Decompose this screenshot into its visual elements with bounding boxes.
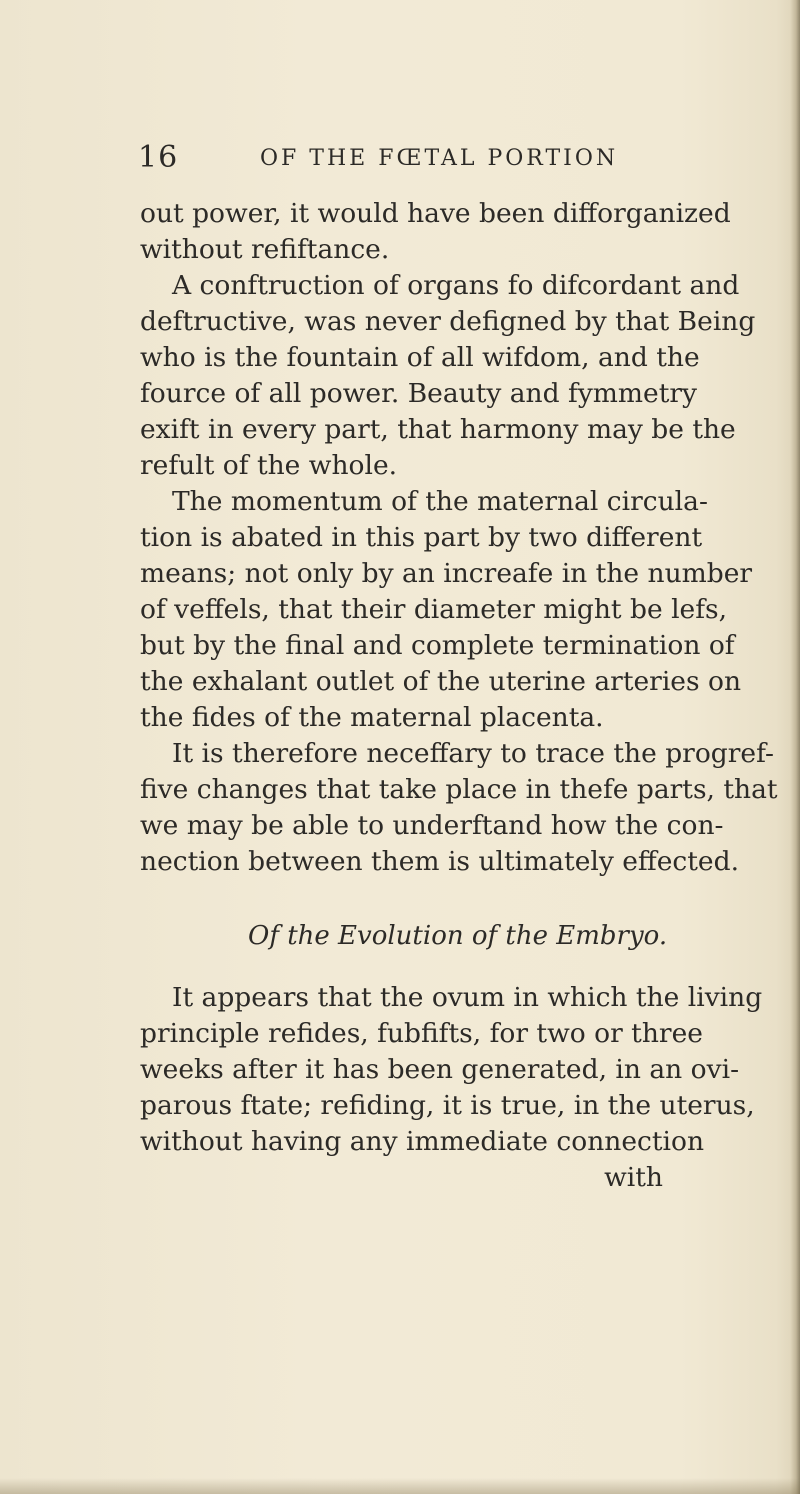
text-line: weeks after it has been generated, in an ovi- <box>140 1054 740 1085</box>
text-line: out power, it would have been difforganized <box>140 198 731 229</box>
text-line: The momentum of the maternal circula- <box>172 486 708 517</box>
text-line: fource of all power. Beauty and fymmetry <box>140 378 698 409</box>
text-line: who is the fountain of all wifdom, and the <box>140 342 700 373</box>
text-line: principle refides, fubfifts, for two or three <box>140 1018 703 1049</box>
text-line: of veffels, that their diameter might be lefs, <box>140 594 728 625</box>
page-edge-shadow <box>790 0 800 1494</box>
text-line: we may be able to underftand how the con- <box>140 810 724 841</box>
catchword: with <box>604 1162 663 1193</box>
text-line: exift in every part, that harmony may be the <box>140 414 736 445</box>
text-line: It is therefore neceffary to trace the progref- <box>172 738 774 769</box>
text-line: deftructive, was never defigned by that Being <box>140 306 756 337</box>
text-line: tion is abated in this part by two different <box>140 522 703 553</box>
running-head: OF THE FŒTAL PORTION <box>260 146 619 171</box>
text-line: five changes that take place in thefe parts, that <box>140 774 778 805</box>
text-line: nection between them is ultimately effected. <box>140 846 739 877</box>
text-line: but by the final and complete termination of <box>140 630 735 661</box>
text-line: the fides of the maternal placenta. <box>140 702 604 733</box>
text-line: It appears that the ovum in which the living <box>172 982 763 1013</box>
page-header <box>138 140 658 180</box>
text-line: without having any immediate connection <box>140 1126 705 1157</box>
section-heading: Of the Evolution of the Embryo. <box>248 921 668 951</box>
text-line: parous ftate; refiding, it is true, in the uterus, <box>140 1090 755 1121</box>
text-line: the exhalant outlet of the uterine arteries on <box>140 666 742 697</box>
body-text <box>140 196 778 1196</box>
page-bottom-shadow <box>0 1478 800 1494</box>
page-number: 16 <box>138 140 179 175</box>
text-line: without refiftance. <box>140 234 390 265</box>
text-line: refult of the whole. <box>140 450 398 481</box>
text-line: A conftruction of organs fo difcordant and <box>172 270 740 301</box>
text-line: means; not only by an increafe in the number <box>140 558 753 589</box>
